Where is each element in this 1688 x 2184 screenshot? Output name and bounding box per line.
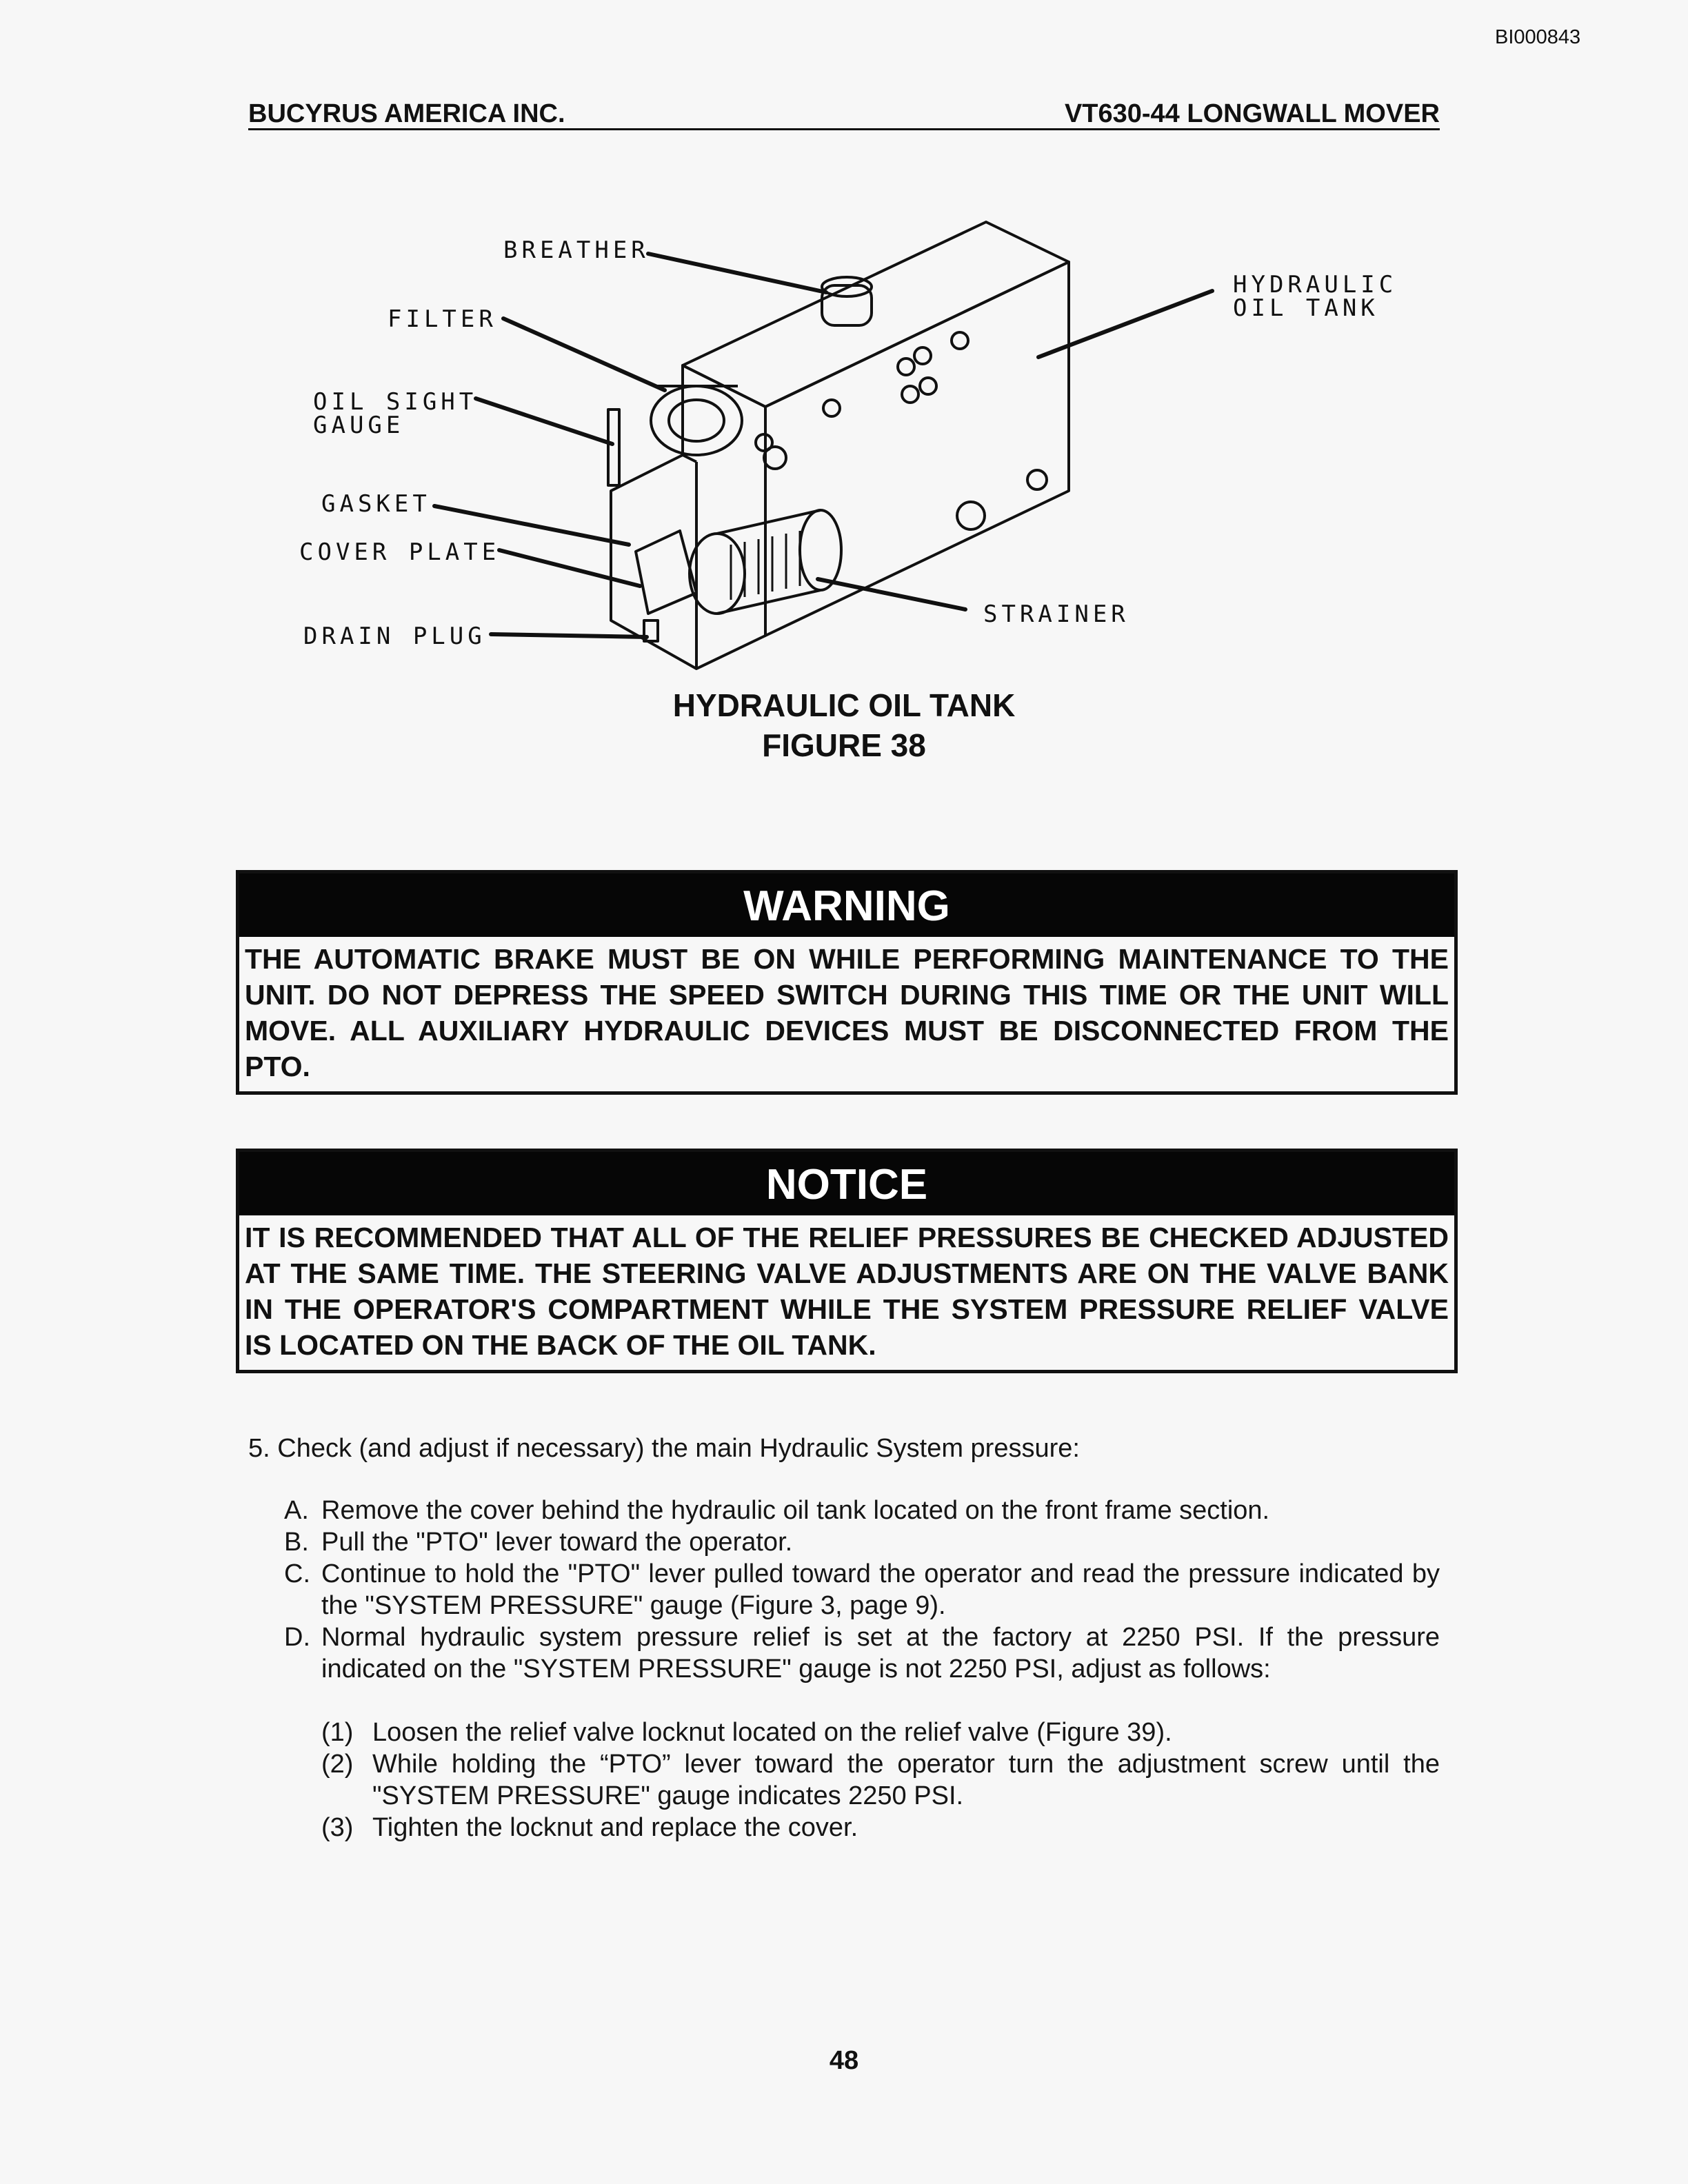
callout-strainer: STRAINER (983, 600, 1129, 628)
callout-filter: FILTER (388, 305, 497, 333)
notice-box (236, 1149, 1458, 1373)
substep-c (284, 1558, 1440, 1621)
substep-text: Continue to hold the "PTO" lever pulled toward the operator and read the pressure indicated by the "SYSTEM PRESSURE" gauge (Figure 3, page 9). (321, 1559, 1440, 1620)
numbered-text: Loosen the relief valve locknut located on the relief valve (Figure 39). (372, 1718, 1172, 1747)
filter-housing (651, 386, 742, 455)
substep-b (284, 1526, 1440, 1558)
figure-caption-number: FIGURE 38 (762, 727, 926, 763)
substep-tag: B. (284, 1528, 309, 1557)
hydraulic-oil-tank-figure (0, 0, 1688, 676)
substep-d (284, 1621, 1440, 1685)
header-product: VT630-44 LONGWALL MOVER (1064, 99, 1440, 128)
cover-plate (636, 531, 696, 614)
warning-text: THE AUTOMATIC BRAKE MUST BE ON WHILE PERFORMING MAINTENANCE TO THE UNIT. DO NOT DEPRESS THE SPEED SWITCH DURING THIS TIME OR THE UNIT WILL MOVE. ALL AUXILIARY HYDRAULIC DEVICES MUST BE DISCONNECTED FROM THE PTO. (245, 943, 1449, 1082)
callout-gasket: GASKET (321, 490, 431, 518)
header-company: BUCYRUS AMERICA INC. (248, 99, 565, 128)
document-id: BI000843 (1495, 26, 1581, 48)
page-number: 48 (829, 2046, 859, 2075)
numbered-text: While holding the “PTO” lever toward the operator turn the adjustment screw until the "SYSTEM PRESSURE" gauge indicates 2250 PSI. (372, 1750, 1440, 1810)
numbered-step-1 (321, 1717, 1440, 1748)
substep-text: Pull the "PTO" lever toward the operator. (321, 1528, 793, 1557)
notice-text: IT IS RECOMMENDED THAT ALL OF THE RELIEF PRESSURES BE CHECKED ADJUSTED AT THE SAME TIME. THE STEERING VALVE ADJUSTMENTS ARE ON THE VALVE BANK IN THE OPERATOR'S COMPARTMENT WHILE THE SYSTEM PRESSURE RELIEF VALVE IS LOCATED ON THE BACK OF THE OIL TANK. (245, 1222, 1449, 1361)
callout-oil-sight-line1: OIL SIGHT (313, 388, 478, 416)
numbered-step-3 (321, 1812, 1440, 1843)
substep-a (284, 1495, 1440, 1526)
callout-drain-plug: DRAIN PLUG (303, 623, 486, 650)
numbered-tag: (1) (321, 1718, 354, 1747)
warning-box (236, 870, 1458, 1095)
callout-breather: BREATHER (503, 236, 650, 264)
substep-tag: C. (284, 1559, 310, 1588)
tank-side-face (611, 365, 765, 669)
substep-text: Normal hydraulic system pressure relief is set at the factory at 2250 PSI. If the pressure indicated on the "SYSTEM PRESSURE" gauge is not 2250 PSI, adjust as follows: (321, 1623, 1440, 1684)
numbered-tag: (2) (321, 1750, 354, 1779)
numbered-tag: (3) (321, 1813, 354, 1842)
notice-title: NOTICE (239, 1152, 1454, 1215)
substep-tag: D. (284, 1623, 310, 1652)
procedure-step: 5. Check (and adjust if necessary) the main Hydraulic System pressure: (248, 1434, 1080, 1463)
figure-caption-title: HYDRAULIC OIL TANK (672, 687, 1016, 723)
callout-tank-line1: HYDRAULIC (1233, 271, 1398, 299)
callout-oil-sight-line2: GAUGE (313, 412, 405, 439)
breather-cap (822, 285, 872, 325)
substep-text: Remove the cover behind the hydraulic oil tank located on the front frame section. (321, 1496, 1270, 1525)
warning-title: WARNING (239, 873, 1454, 937)
tank-front-face (765, 262, 1069, 636)
tank-top-face (683, 222, 1069, 407)
oil-sight-gauge (608, 410, 619, 485)
numbered-step-2 (321, 1748, 1440, 1812)
substep-tag: A. (284, 1496, 309, 1525)
callout-tank-line2: OIL TANK (1233, 294, 1379, 322)
callout-cover-plate: COVER PLATE (299, 538, 501, 566)
numbered-text: Tighten the locknut and replace the cover. (372, 1813, 858, 1842)
